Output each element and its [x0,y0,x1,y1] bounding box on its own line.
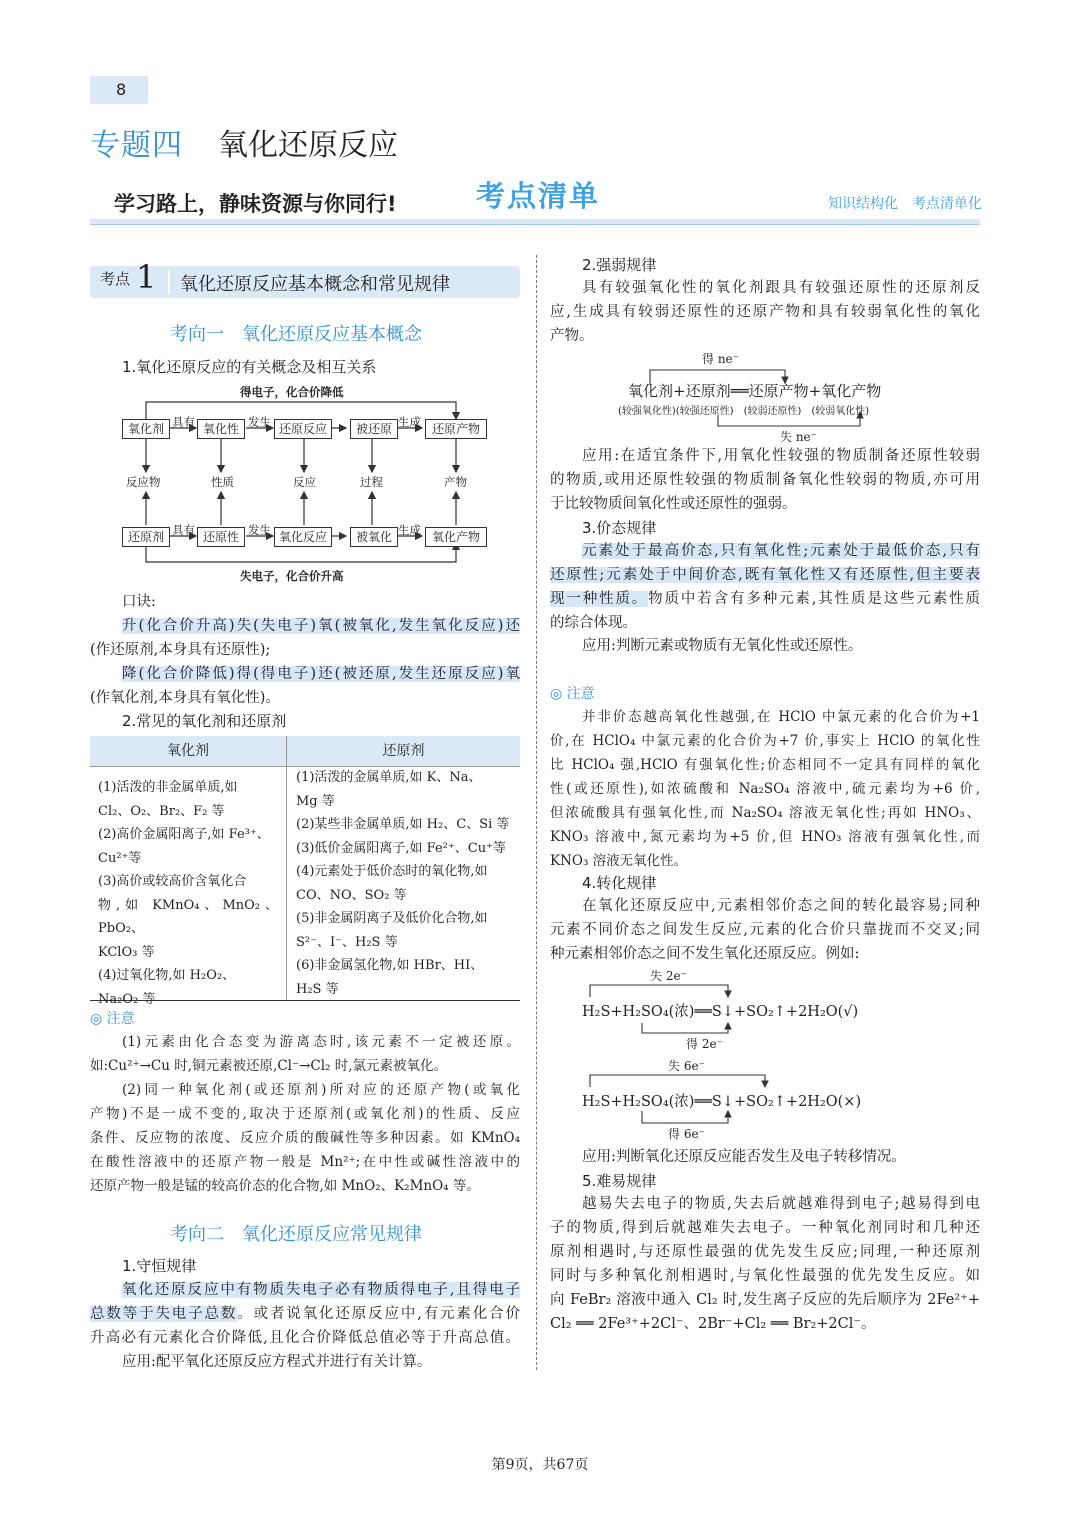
table-right-cell: (1)活泼的金属单质,如 K、Na、 Mg 等 (2)某些非金属单质,如 H₂、C、Si 等 (3)低价金属阳离子,如 Fe²⁺、Cu⁺等 (4)元素处于低价态时的氧化物,如 CO、NO、SO₂ 等 (5)非金属阴离子及低价化合物,如 S²⁻、I⁻、H₂S 等 (6)非金属氢化物,如 HBr、HI、 H₂S 等 [296,770,510,997]
note-1-line: 产物)不是一成不变的,取决于还原剂(或氧化剂)的性质、反应 [90,1106,520,1122]
box-reductant: 还原剂 [122,527,170,547]
note-2-line: 但浓硫酸具有强氧化性,而 Na₂SO₄ 溶液无氧化性;再如 HNO₃、 [550,805,980,821]
mnemonic-line2: (作还原剂,本身具有还原性); [90,642,271,658]
note-1-line: 在酸性溶液中的还原产物一般是 Mn²⁺;在中性或碱性溶液中的 [90,1154,520,1170]
banner-subtitle: 知识结构化 考点清单化 [828,196,982,212]
rule-2-line: 应,生成具有较弱还原性的还原产物和具有较弱氧化性的氧化 [550,304,980,320]
rule-4-line: 在氧化还原反应中,元素相邻价态之间的转化最容易;同种 [582,898,980,914]
note-2-line: KNO₃ 溶液中,氮元素均为+5 价,但 HNO₃ 溶液有强氧化性,而 [550,829,980,845]
box-reduction-reaction: 还原反应 [274,419,332,439]
rule-4-application: 应用:判断氧化还原反应能否发生及电子转移情况。 [582,1149,906,1165]
note-2-line: KNO₃ 溶液无氧化性。 [550,853,688,869]
arrow-label-generate-top: 生成 [398,415,421,429]
mid-property: 性质 [211,475,234,489]
box-oxidation-reaction: 氧化反应 [274,527,332,547]
header-rule-line [90,224,980,225]
rule-2-line: 具有较强氧化性的氧化剂跟具有较强还原性的还原剂反 [582,280,980,296]
rule-5-line: 越易失去电子的物质,失去后就越难得到电子;越易得到电 [582,1196,980,1212]
rule-5-heading: 5.难易规律 [582,1172,657,1190]
mnemonic-line1: 升(化合价升高)失(失电子)氧(被氧化,发生氧化反应)还 [122,618,520,634]
strength-lose-label: 失 ne⁻ [780,430,817,444]
note-1-line: 还原产物一般是锰的较高价态的化合物,如 MnO₂、K₂MnO₄ 等。 [90,1178,480,1194]
kaodian-number: 1 [136,258,157,296]
page-number: 8 [90,76,148,104]
kaodian-separator [168,270,170,294]
rule-3-line: 元素处于最高价态,只有氧化性;元素处于最低价态,只有 [582,543,980,559]
box-oxidized: 被氧化 [350,527,398,547]
rule-5-line: Cl₂ ══ 2Fe³⁺+2Cl⁻、2Br⁻+Cl₂ ══ Br₂+2Cl⁻。 [550,1316,876,1332]
rule-5-line: 子的物质,得到后就越难失去电子。一种氧化剂同时和几种还 [550,1220,980,1236]
note-1-line: (1)元素由化合态变为游离态时,该元素不一定被还原。 [122,1034,520,1050]
arrow-label-occur-top: 发生 [248,415,271,429]
table-col-divider [286,736,287,1001]
box-oxidizing: 氧化性 [197,419,245,439]
note-1-heading: ◎ 注意 [90,1011,135,1027]
transfer-equation-1: H₂S+H₂SO₄(浓)══S↓+SO₂↑+2H₂O(√) [582,1004,859,1020]
mid-process: 过程 [360,475,383,489]
strength-equation: 氧化剂+还原剂══还原产物+氧化产物 [628,382,882,400]
mnemonic-head: 口诀: [122,594,156,610]
section-2-heading: 2.常见的氧化剂和还原剂 [122,712,287,730]
diagram-top-label: 得电子，化合价降低 [240,385,344,399]
transfer1-lose-label: 失 2e⁻ [650,969,687,983]
box-reduced: 被还原 [350,419,398,439]
strength-gain-label: 得 ne⁻ [702,352,739,366]
rule-2-heading: 2.强弱规律 [582,256,657,274]
kaodian-title: 氧化还原反应基本概念和常见规律 [180,274,450,295]
table-header-oxidant: 氧化剂 [90,736,286,766]
note-2-line: 比 HClO₄ 强,HClO 有强氧化性;价态相同不一定具有同样的氧化 [550,757,980,773]
note-1-line: 条件、反应物的浓度、反应介质的酸碱性等多种因素。如 KMnO₄ [90,1130,520,1146]
note-2-heading: ◎ 注意 [550,686,595,702]
note-1-line: (2)同一种氧化剂(或还原剂)所对应的还原产物(或氧化 [122,1082,520,1098]
rule-1-heading: 1.守恒规律 [122,1257,197,1275]
section-1-heading: 1.氧化还原反应的有关概念及相互关系 [122,358,377,376]
rule-3-line: 还原性;元素处于中间价态,既有氧化性又有还原性,但主要表 [550,567,980,583]
note-2-line: 价,在 HClO₄ 中氯元素的化合价为+7 价,事实上 HClO 的氧化性 [550,733,980,749]
rule-2-application: 于比较物质间氧化性或还原性的强弱。 [550,496,797,512]
column-divider [536,255,537,1370]
page-footer: 第9页，共67页 [491,1457,589,1473]
transfer-rule-arrows [580,965,900,1145]
topic-label: 专题四 [90,128,183,163]
rule-1-line3: 升高必有元素化合价降低,且化合价降低总值必等于升高总值。 [90,1330,520,1346]
rule-5-line: 原剂相遇时,与还原性最强的优先发生反应;同理,一种还原剂 [550,1244,980,1260]
table-header-reductant: 还原剂 [287,736,520,766]
transfer2-lose-label: 失 6e⁻ [668,1059,705,1073]
rule-4-heading: 4.转化规律 [582,874,657,892]
banner-title: 考点清单 [476,179,601,213]
diagram-bottom-label: 失电子，化合价升高 [240,569,344,583]
box-oxidation-product: 氧化产物 [425,527,487,547]
box-reduction-product: 还原产物 [425,419,487,439]
arrow-label-generate-bottom: 生成 [398,523,421,537]
note-2-line: 并非价态越高氧化性越强,在 HClO 中氯元素的化合价为+1 [582,709,980,725]
rule-5-line: 向 FeBr₂ 溶液中通入 Cl₂ 时,发生离子反应的先后顺序为 2Fe²⁺+ [550,1292,980,1308]
box-oxidant: 氧化剂 [122,419,170,439]
slogan: 学习路上，静味资源与你同行! [114,192,397,216]
mid-reaction: 反应 [293,475,316,489]
mid-reactant: 反应物 [126,475,161,489]
transfer1-gain-label: 得 2e⁻ [686,1037,723,1051]
kaodian-tag: 考点 [100,270,131,288]
mid-product: 产物 [444,475,467,489]
direction-1-title: 考向一 氧化还原反应基本概念 [170,324,422,345]
strength-equation-sub: (较强氧化性)(较强还原性) (较弱还原性) (较弱氧化性) [618,406,870,417]
rule-3-application: 应用:判断元素或物质有无氧化性或还原性。 [582,638,863,654]
arrow-label-occur-bottom: 发生 [248,523,271,537]
rule-2-line: 产物。 [550,328,594,344]
mnemonic-line3: 降(化合价降低)得(得电子)还(被还原,发生还原反应)氧 [122,666,520,682]
rule-3-line: 现一种性质。物质中若含有多种元素,其性质是这些元素性质 [550,591,981,607]
rule-1-application: 应用:配平氧化还原反应方程式并进行有关计算。 [122,1354,432,1370]
transfer2-gain-label: 得 6e⁻ [668,1127,705,1141]
arrow-label-have-bottom: 具有 [172,523,195,537]
table-left-cell: (1)活泼的非金属单质,如 Cl₂、O₂、Br₂、F₂ 等 (2)高价金属阳离子,如 Fe³⁺、 Cu²⁺等 (3)高价或较高价含氧化合 物,如 KMnO₄、MnO₂、PbO₂、 KClO₃ 等 (4)过氧化物,如 H₂O₂、 Na₂O₂ 等 [98,780,278,1007]
note-1-line: 如:Cu²⁺→Cu 时,铜元素被还原,Cl⁻→Cl₂ 时,氯元素被氧化。 [90,1058,448,1074]
direction-2-title: 考向二 氧化还原反应常见规律 [170,1224,422,1245]
arrow-label-have-top: 具有 [172,415,195,429]
box-reducing: 还原性 [197,527,245,547]
rule-2-application: 应用:在适宜条件下,用氧化性较强的物质制备还原性较弱 [582,448,980,464]
topic-title: 氧化还原反应 [218,128,398,163]
transfer-equation-2: H₂S+H₂SO₄(浓)══S↓+SO₂↑+2H₂O(×) [582,1094,862,1110]
rule-1-line1: 氧化还原反应中有物质失电子必有物质得电子,且得电子 [122,1282,520,1298]
rule-5-line: 同时与多种氧化剂相遇时,与氧化性最强的优先发生反应。如 [550,1268,980,1284]
note-2-line: 性(或还原性),如浓硫酸和 Na₂SO₄ 溶液中,硫元素均为+6 价, [550,781,980,797]
rule-2-application: 的物质,或用还原性较强的物质制备氧化性较弱的物质,亦可用 [550,472,980,488]
rule-3-heading: 3.价态规律 [582,519,657,537]
rule-3-line: 的综合体现。 [550,615,637,631]
rule-4-line: 种元素相邻价态之间不发生氧化还原反应。例如: [550,946,860,962]
mnemonic-line4: (作氧化剂,本身具有氧化性)。 [90,690,280,706]
rule-4-line: 元素不同价态之间发生反应,元素的化合价只靠拢而不交叉;同 [550,922,980,938]
rule-1-line2: 总数等于失电子总数。或者说氧化还原反应中,有元素化合价 [90,1306,520,1322]
